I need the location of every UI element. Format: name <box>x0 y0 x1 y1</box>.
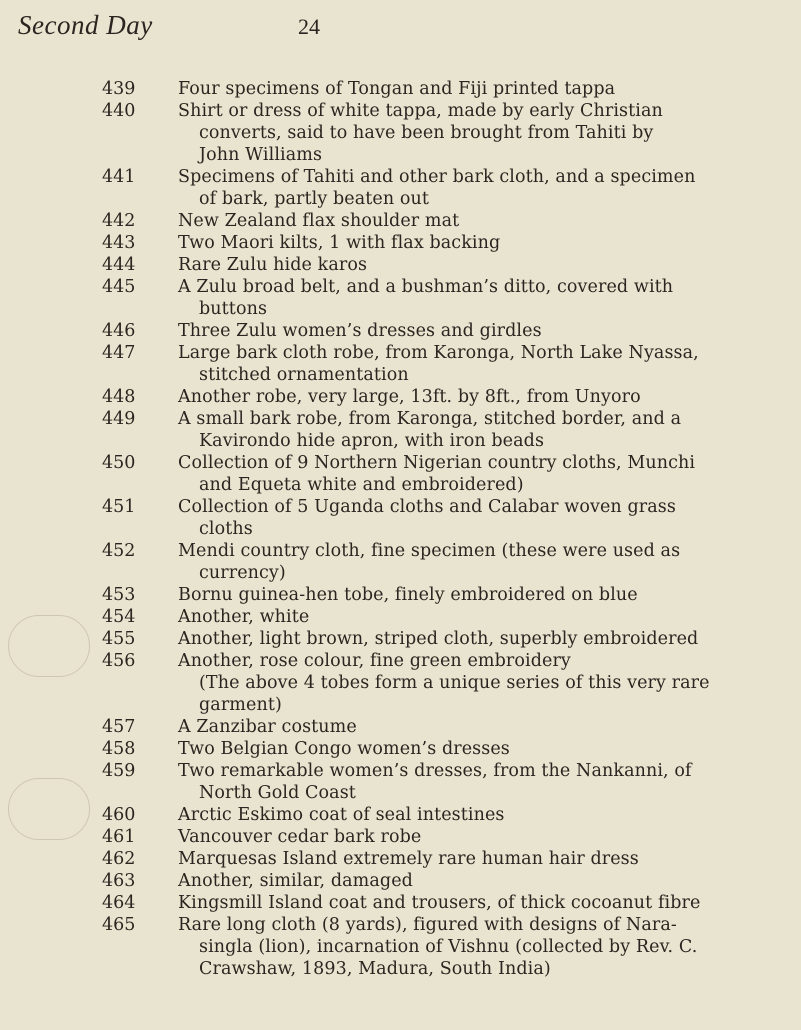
lot-description-continued: Kavirondo hide apron, with iron beads <box>199 431 545 451</box>
lot-description-continued: stitched ornamentation <box>199 365 409 385</box>
lot-number: 439 <box>102 79 136 99</box>
lot-entry <box>0 166 801 210</box>
lot-description-continued: converts, said to have been brought from Tahiti by <box>199 123 654 143</box>
lot-number: 456 <box>102 651 136 671</box>
lot-description: Vancouver cedar bark robe <box>178 827 422 847</box>
lot-entry <box>0 628 801 650</box>
lot-description-continued: of bark, partly beaten out <box>199 189 430 209</box>
lot-entry <box>0 914 801 980</box>
lot-description-continued: and Equeta white and embroidered) <box>199 475 524 495</box>
lot-entry <box>0 342 801 386</box>
lot-description-continued: buttons <box>199 299 268 319</box>
lot-description-continued: North Gold Coast <box>199 783 356 803</box>
lot-entry <box>0 100 801 166</box>
lot-entry <box>0 584 801 606</box>
lot-description: Large bark cloth robe, from Karonga, North Lake Nyassa, <box>178 343 699 363</box>
lot-entry <box>0 496 801 540</box>
lot-list <box>0 78 801 980</box>
lot-description: Three Zulu women’s dresses and girdles <box>178 321 542 341</box>
lot-entry <box>0 892 801 914</box>
lot-number: 443 <box>102 233 136 253</box>
page-number: 24 <box>298 14 320 39</box>
lot-entry <box>0 210 801 232</box>
lot-entry <box>0 254 801 276</box>
lot-number: 462 <box>102 849 136 869</box>
lot-number: 458 <box>102 739 136 759</box>
lot-number: 448 <box>102 387 136 407</box>
lot-description: A Zanzibar costume <box>178 717 357 737</box>
lot-number: 460 <box>102 805 136 825</box>
lot-description: Arctic Eskimo coat of seal intestines <box>178 805 505 825</box>
lot-description: Kingsmill Island coat and trousers, of thick cocoanut fibre <box>178 893 701 913</box>
lot-number: 440 <box>102 101 136 121</box>
lot-entry <box>0 408 801 452</box>
lot-number: 461 <box>102 827 136 847</box>
lot-description: Another, light brown, striped cloth, superbly embroidered <box>178 629 699 649</box>
lot-entry <box>0 606 801 628</box>
lot-description-continued: currency) <box>199 563 286 583</box>
lot-description: Marquesas Island extremely rare human hair dress <box>178 849 639 869</box>
lot-entry <box>0 276 801 320</box>
lot-entry <box>0 848 801 870</box>
lot-entry <box>0 452 801 496</box>
lot-description-continued: singla (lion), incarnation of Vishnu (collected by Rev. C. <box>199 937 698 957</box>
lot-number: 463 <box>102 871 136 891</box>
lot-description: Bornu guinea-hen tobe, finely embroidered on blue <box>178 585 638 605</box>
lot-description: Four specimens of Tongan and Fiji printed tappa <box>178 79 616 99</box>
lot-entry <box>0 540 801 584</box>
lot-number: 452 <box>102 541 136 561</box>
day-label: Second Day <box>18 10 153 40</box>
lot-entry <box>0 320 801 342</box>
lot-description: Another, white <box>178 607 310 627</box>
lot-description: Mendi country cloth, fine specimen (these were used as <box>178 541 681 561</box>
lot-number: 455 <box>102 629 136 649</box>
lot-description: A small bark robe, from Karonga, stitched border, and a <box>178 409 682 429</box>
lot-description: Collection of 5 Uganda cloths and Calabar woven grass <box>178 497 676 517</box>
lot-number: 451 <box>102 497 136 517</box>
lot-entry <box>0 826 801 848</box>
lot-number: 442 <box>102 211 136 231</box>
lot-description: Shirt or dress of white tappa, made by early Christian <box>178 101 663 121</box>
lot-entry <box>0 760 801 804</box>
lot-number: 465 <box>102 915 136 935</box>
lot-number: 450 <box>102 453 136 473</box>
lot-entry <box>0 386 801 408</box>
lot-entry <box>0 232 801 254</box>
lot-number: 457 <box>102 717 136 737</box>
lot-number: 464 <box>102 893 136 913</box>
lot-description: Another robe, very large, 13ft. by 8ft., from Unyoro <box>178 387 641 407</box>
lot-number: 446 <box>102 321 136 341</box>
lot-description-continued: cloths <box>199 519 253 539</box>
lot-entry <box>0 804 801 826</box>
lot-description: Collection of 9 Northern Nigerian country cloths, Munchi <box>178 453 696 473</box>
lot-number: 453 <box>102 585 136 605</box>
lot-entry <box>0 650 801 716</box>
lot-description: Another, rose colour, fine green embroidery <box>178 651 571 671</box>
lot-number: 445 <box>102 277 136 297</box>
lot-number: 454 <box>102 607 136 627</box>
lot-description: Specimens of Tahiti and other bark cloth, and a specimen <box>178 167 696 187</box>
lot-description: Another, similar, damaged <box>178 871 413 891</box>
lot-number: 459 <box>102 761 136 781</box>
lot-description-continued: John Williams <box>199 145 323 165</box>
lot-number: 444 <box>102 255 136 275</box>
lot-number: 447 <box>102 343 136 363</box>
page-header <box>0 6 801 46</box>
lot-description: Two remarkable women’s dresses, from the Nankanni, of <box>178 761 692 781</box>
lot-description-continued: (The above 4 tobes form a unique series of this very rare <box>199 673 710 693</box>
lot-entry <box>0 870 801 892</box>
lot-number: 441 <box>102 167 136 187</box>
lot-description: A Zulu broad belt, and a bushman’s ditto, covered with <box>178 277 674 297</box>
lot-description: Rare long cloth (8 yards), figured with designs of Nara- <box>178 915 677 935</box>
lot-number: 449 <box>102 409 136 429</box>
lot-description: New Zealand flax shoulder mat <box>178 211 460 231</box>
lot-description-continued: garment) <box>199 695 282 715</box>
lot-description-continued: Crawshaw, 1893, Madura, South India) <box>199 959 551 979</box>
lot-description: Rare Zulu hide karos <box>178 255 368 275</box>
lot-description: Two Maori kilts, 1 with flax backing <box>178 233 501 253</box>
lot-entry <box>0 78 801 100</box>
lot-entry <box>0 738 801 760</box>
lot-entry <box>0 716 801 738</box>
lot-description: Two Belgian Congo women’s dresses <box>178 739 510 759</box>
